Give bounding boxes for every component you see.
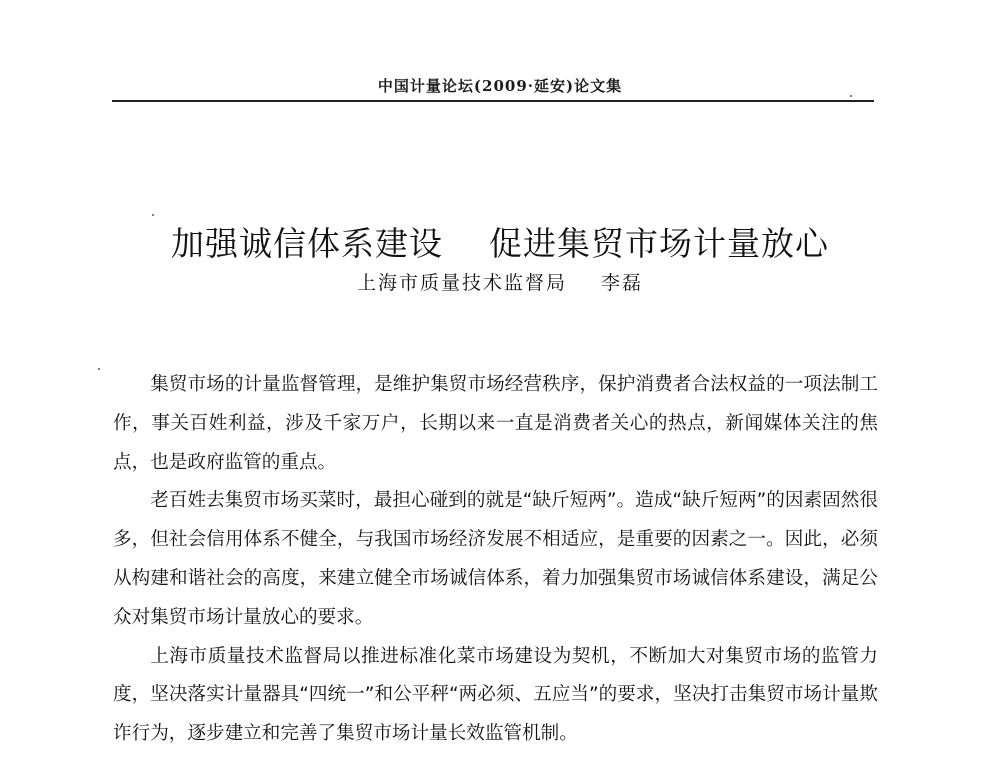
article-body	[113, 366, 878, 754]
header-rule	[112, 100, 874, 102]
scan-speck	[98, 368, 100, 370]
title-part-2: 促进集贸市场计量放心	[488, 224, 829, 264]
scan-speck	[850, 95, 852, 97]
article-title	[0, 218, 1000, 265]
affiliation: 上海市质量技术监督局	[356, 272, 567, 294]
scan-speck	[152, 214, 154, 216]
running-head: 中国计量论坛(2009·延安)论文集	[377, 77, 623, 95]
paragraph-1: 集贸市场的计量监督管理，是维护集贸市场经营秩序，保护消费者合法权益的一项法制工作，事关百姓利益，涉及千家万户，长期以来一直是消费者关心的热点，新闻媒体关注的焦点，也是政府监管的重点。	[113, 374, 878, 473]
title-part-1: 加强诚信体系建设	[171, 224, 444, 264]
paragraph-3: 上海市质量技术监督局以推进标准化菜市场建设为契机，不断加大对集贸市场的监管力度，坚决落实计量器具“四统一”和公平秤“两必须、五应当”的要求，坚决打击集贸市场计量欺诈行为，逐步建立和完善了集贸市场计量长效监管机制。	[113, 645, 878, 745]
byline	[0, 268, 1000, 295]
author-name: 李磊	[601, 272, 644, 294]
paragraph-2: 老百姓去集贸市场买菜时，最担心碰到的就是“缺斤短两”。造成“缺斤短两”的因素固然很多，但社会信用体系不健全，与我国市场经济发展不相适应，是重要的因素之一。因此，必须从构建和谐社会的高度，来建立健全市场诚信体系，着力加强集贸市场诚信体系建设，满足公众对集贸市场计量放心的要求。	[113, 490, 878, 628]
